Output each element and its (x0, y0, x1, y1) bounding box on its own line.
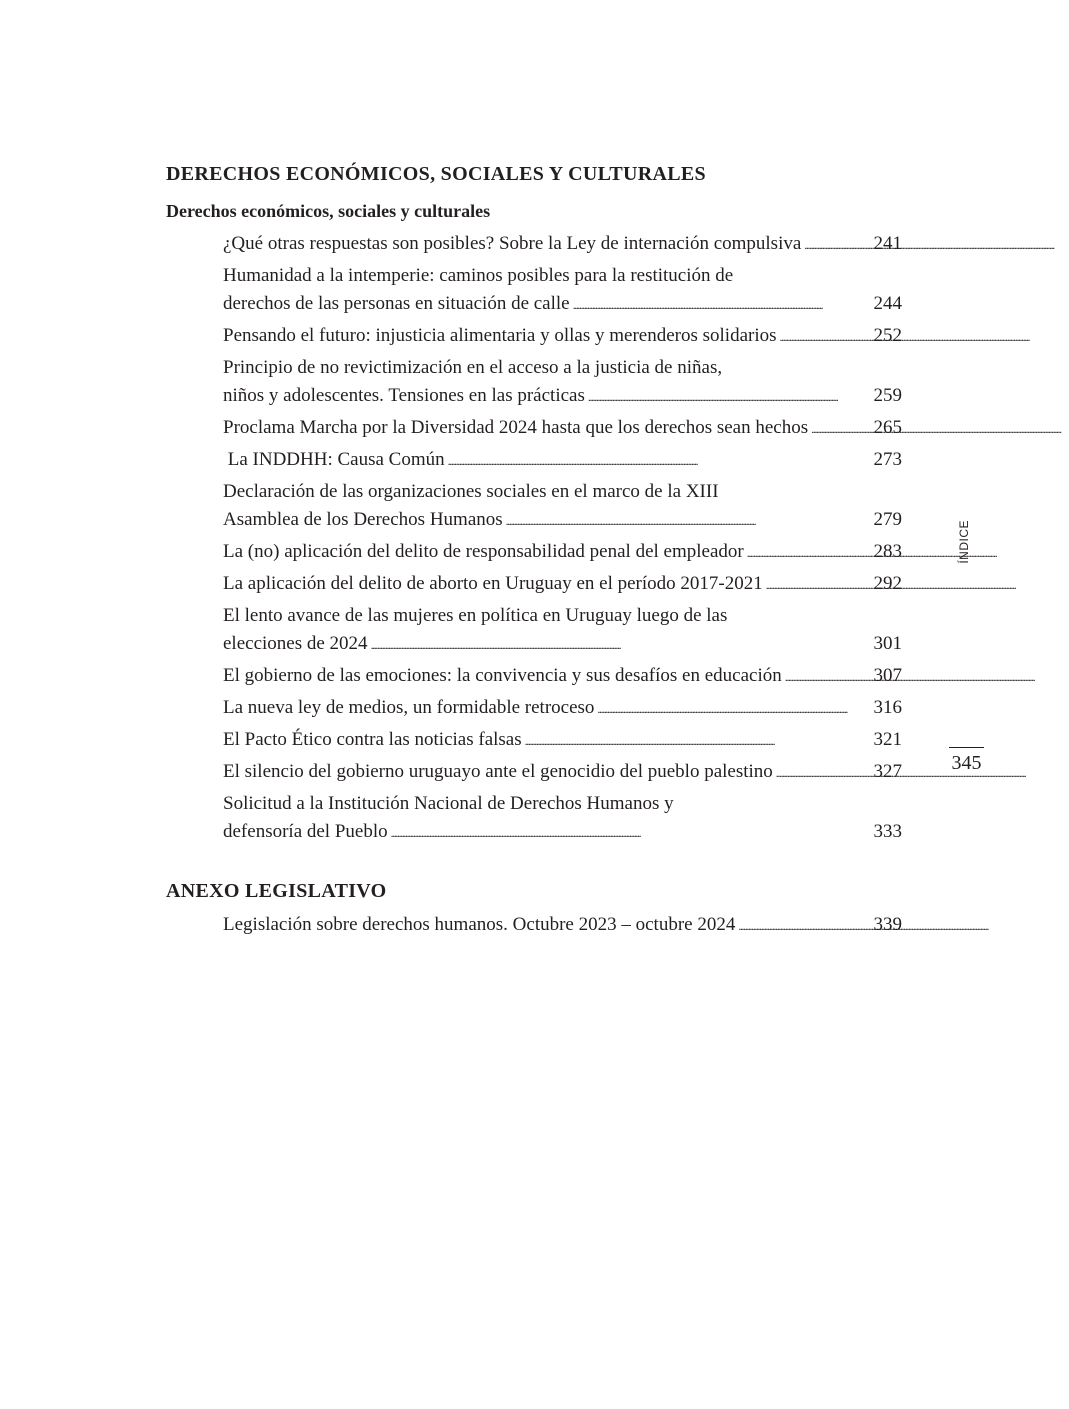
toc-entry-page-number: 244 (873, 293, 902, 314)
toc-entry-title-line: El lento avance de las mujeres en política en Uruguay luego de las (223, 605, 728, 626)
toc-entry-page-number: 316 (873, 697, 902, 718)
subsection-title: Derechos económicos, sociales y culturales (166, 201, 491, 221)
dot-leader (776, 758, 872, 787)
toc-entry-title: El gobierno de las emociones: la convivencia y sus desafíos en educación (223, 665, 782, 686)
toc-entry-title: Asamblea de los Derechos Humanos (223, 509, 503, 530)
toc-entry-leader-line (223, 818, 902, 847)
toc-entry-title: La aplicación del delito de aborto en Uruguay en el período 2017-2021 (223, 573, 763, 594)
toc-entry-leader-line (223, 322, 902, 351)
toc-entry-leader-line (223, 538, 902, 567)
toc-entry (223, 414, 902, 443)
toc-entry-title: derechos de las personas en situación de calle (223, 293, 570, 314)
dot-leader (804, 230, 871, 259)
dot-leader (588, 382, 872, 411)
toc-entry (223, 662, 902, 691)
toc-entry-title-line: Declaración de las organizaciones sociales en el marco de la XIII (223, 481, 719, 502)
toc-entry-title-line: Principio de no revictimización en el acceso a la justicia de niñas, (223, 357, 723, 378)
dot-leader (573, 290, 872, 319)
dot-leader (785, 662, 872, 691)
toc-entry-leader-line (223, 382, 902, 411)
toc-entry-title: Proclama Marcha por la Diversidad 2024 hasta que los derechos sean hechos (223, 417, 809, 438)
toc-entry-leader-line (223, 662, 902, 691)
toc-entry (223, 694, 902, 723)
section-title-annex: ANEXO LEGISLATIVO (166, 880, 387, 902)
toc-entry (223, 538, 902, 567)
dot-leader (371, 630, 872, 659)
toc-entry-leader-line (223, 570, 902, 599)
toc-entry-list (223, 230, 902, 847)
dot-leader (525, 726, 872, 755)
toc-entry-leader-line (223, 694, 902, 723)
page-number: 345 (951, 752, 982, 774)
toc-entry-title: El silencio del gobierno uruguayo ante el genocidio del pueblo palestino (223, 761, 773, 782)
toc-entry-page-number: 301 (873, 633, 902, 654)
dot-leader (597, 694, 871, 723)
toc-entry-leader-line (223, 630, 902, 659)
toc-entry-leader-line (223, 290, 902, 319)
toc-entry-title-line: Humanidad a la intemperie: caminos posibles para la restitución de (223, 265, 734, 286)
toc-entry-leader-line (223, 911, 902, 940)
toc-entry-leader-line (223, 230, 902, 259)
toc-entry (223, 911, 902, 940)
toc-entry (223, 446, 902, 475)
toc-entry (223, 322, 902, 351)
toc-entry-title: Pensando el futuro: injusticia alimentaria y ollas y merenderos solidarios (223, 325, 777, 346)
dot-leader (811, 414, 871, 443)
toc-entry-title: Legislación sobre derechos humanos. Octubre 2023 – octubre 2024 (223, 914, 736, 935)
toc-entry (223, 790, 902, 847)
dot-leader (738, 911, 871, 940)
running-head-label: ÍNDICE (957, 520, 971, 564)
toc-entry-page-number: 252 (873, 325, 902, 346)
table-of-contents (166, 160, 902, 943)
dot-leader (766, 570, 872, 599)
dot-leader (506, 506, 872, 535)
toc-entry-title: El Pacto Ético contra las noticias falsas (223, 729, 522, 750)
toc-entry (223, 354, 902, 411)
toc-entry-page-number: 279 (873, 509, 902, 530)
toc-entry-title: ¿Qué otras respuestas son posibles? Sobre la Ley de internación compulsiva (223, 233, 802, 254)
toc-entry-page-number: 327 (873, 761, 902, 782)
dot-leader (780, 322, 872, 351)
toc-entry-leader-line (223, 446, 902, 475)
toc-entry-page-number: 307 (873, 665, 902, 686)
toc-entry (223, 570, 902, 599)
toc-entry-title: La INDDHH: Causa Común (223, 449, 445, 470)
dot-leader (448, 446, 872, 475)
toc-entry-page-number: 241 (873, 233, 902, 254)
toc-entry-page-number: 265 (873, 417, 902, 438)
toc-entry (223, 230, 902, 259)
toc-entry (223, 262, 902, 319)
toc-entry-title: La (no) aplicación del delito de responsabilidad penal del empleador (223, 541, 744, 562)
toc-entry-page-number: 273 (873, 449, 902, 470)
toc-entry-title: defensoría del Pueblo (223, 821, 388, 842)
toc-entry-title: elecciones de 2024 (223, 633, 368, 654)
toc-entry-title-line: Solicitud a la Institución Nacional de Derechos Humanos y (223, 793, 674, 814)
toc-entry (223, 726, 902, 755)
folio-rule (949, 747, 984, 748)
dot-leader (747, 538, 872, 567)
dot-leader (391, 818, 872, 847)
toc-entry-leader-line (223, 758, 902, 787)
toc-entry-leader-line (223, 506, 902, 535)
toc-entry (223, 478, 902, 535)
section-title: DERECHOS ECONÓMICOS, SOCIALES Y CULTURALES (166, 163, 706, 185)
annex-section (166, 877, 902, 940)
toc-entry-page-number: 321 (873, 729, 902, 750)
toc-entry-title: niños y adolescentes. Tensiones en las prácticas (223, 385, 585, 406)
toc-entry-page-number: 292 (873, 573, 902, 594)
toc-entry-title: La nueva ley de medios, un formidable retroceso (223, 697, 595, 718)
toc-entry-leader-line (223, 726, 902, 755)
toc-entry-list-annex (223, 911, 902, 940)
toc-entry-page-number: 339 (873, 914, 902, 935)
toc-entry-page-number: 283 (873, 541, 902, 562)
toc-entry-leader-line (223, 414, 902, 443)
toc-entry (223, 758, 902, 787)
toc-entry-page-number: 259 (873, 385, 902, 406)
toc-entry (223, 602, 902, 659)
toc-entry-page-number: 333 (873, 821, 902, 842)
